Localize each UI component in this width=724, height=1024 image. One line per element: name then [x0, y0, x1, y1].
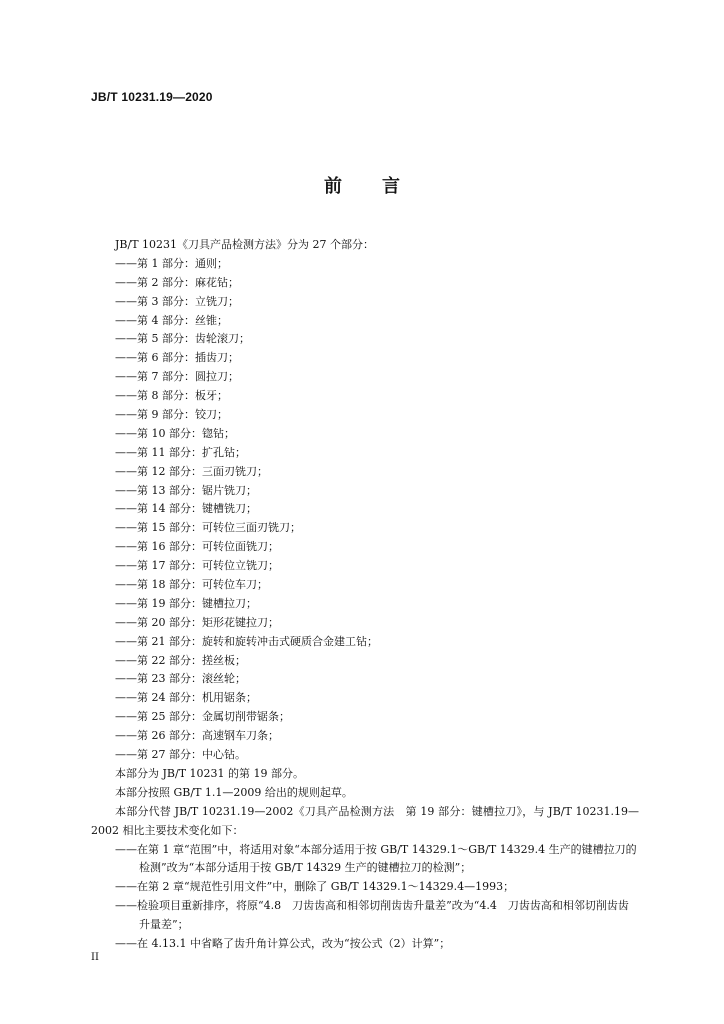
list-item: ——第 10 部分：锪钻；: [115, 426, 235, 440]
list-item: ——在 4.13.1 中省略了齿升角计算公式，改为“按公式（2）计算”；: [115, 937, 451, 951]
paragraph-replacement: 本部分代替 JB/T 10231.19—2002《刀具产品检测方法 第 19 部分：键槽拉刀》，与 JB/T 10231.19—2002 相比主要技术变化如下：: [91, 804, 639, 837]
list-item: ——第 17 部分：可转位立铣刀；: [115, 559, 279, 573]
list-item: ——第 5 部分：齿轮滚刀；: [115, 332, 250, 346]
list-item: ——第 14 部分：键槽铣刀；: [115, 502, 257, 516]
paragraph-part-number: 本部分为 JB/T 10231 的第 19 部分。: [115, 766, 305, 780]
list-item: ——第 15 部分：可转位三面刃铣刀；: [115, 521, 301, 535]
list-item: ——第 22 部分：搓丝板；: [115, 653, 246, 667]
parts-list: [91, 255, 639, 765]
list-item: ——第 3 部分：立铣刀；: [115, 294, 239, 308]
list-item: ——第 16 部分：可转位面铣刀；: [115, 540, 279, 554]
list-item: ——第 4 部分：丝锥；: [115, 313, 228, 327]
list-item: ——第 18 部分：可转位车刀；: [115, 578, 268, 592]
list-item: ——第 8 部分：板牙；: [115, 389, 228, 403]
list-item: ——第 25 部分：金属切削带锯条；: [115, 710, 290, 724]
list-item: ——第 1 部分：通则；: [115, 256, 228, 270]
list-item: ——在第 2 章“规范性引用文件”中，删除了 GB/T 14329.1～14329.4—1993；: [115, 880, 515, 894]
list-item: ——检验项目重新排序，将原“4.8 刀齿齿高和相邻切削齿齿升量差”改为“4.4 刀齿齿高和相邻切削齿齿升量差”；: [115, 899, 629, 932]
paragraph-drafting-rules: 本部分按照 GB/T 1.1—2009 给出的规则起草。: [115, 785, 353, 799]
list-item: ——第 21 部分：旋转和旋转冲击式硬质合金建工钻；: [115, 634, 378, 648]
list-item: ——第 20 部分：矩形花键拉刀；: [115, 615, 279, 629]
list-item: ——第 27 部分：中心钻。: [115, 748, 246, 762]
list-item: ——第 13 部分：锯片铣刀；: [115, 483, 257, 497]
list-item: ——第 24 部分：机用锯条；: [115, 691, 257, 705]
list-item: ——第 23 部分：滚丝轮；: [115, 672, 246, 686]
list-item: ——在第 1 章“范围”中，将适用对象“本部分适用于按 GB/T 14329.1～GB/T 14329.4 生产的键槽拉刀的检测”改为“本部分适用于按 GB/T 14329 生产的键槽拉刀的检测”；: [115, 842, 637, 875]
list-item: ——第 26 部分：高速钢车刀条；: [115, 729, 279, 743]
page-number: II: [91, 952, 99, 963]
list-item: ——第 2 部分：麻花钻；: [115, 275, 239, 289]
list-item: ——第 7 部分：圆拉刀；: [115, 370, 239, 384]
intro-line: JB/T 10231《刀具产品检测方法》分为 27 个部分：: [115, 238, 375, 251]
changes-list: [91, 841, 639, 954]
list-item: ——第 6 部分：插齿刀；: [115, 351, 239, 365]
document-body: [91, 236, 639, 954]
list-item: ——第 12 部分：三面刃铣刀；: [115, 464, 268, 478]
page-title: 前言: [324, 176, 440, 197]
list-item: ——第 19 部分：键槽拉刀；: [115, 596, 257, 610]
list-item: ——第 9 部分：铰刀；: [115, 408, 228, 422]
document-code-header: JB/T 10231.19—2020: [91, 90, 213, 104]
list-item: ——第 11 部分：扩孔钻；: [115, 445, 246, 459]
